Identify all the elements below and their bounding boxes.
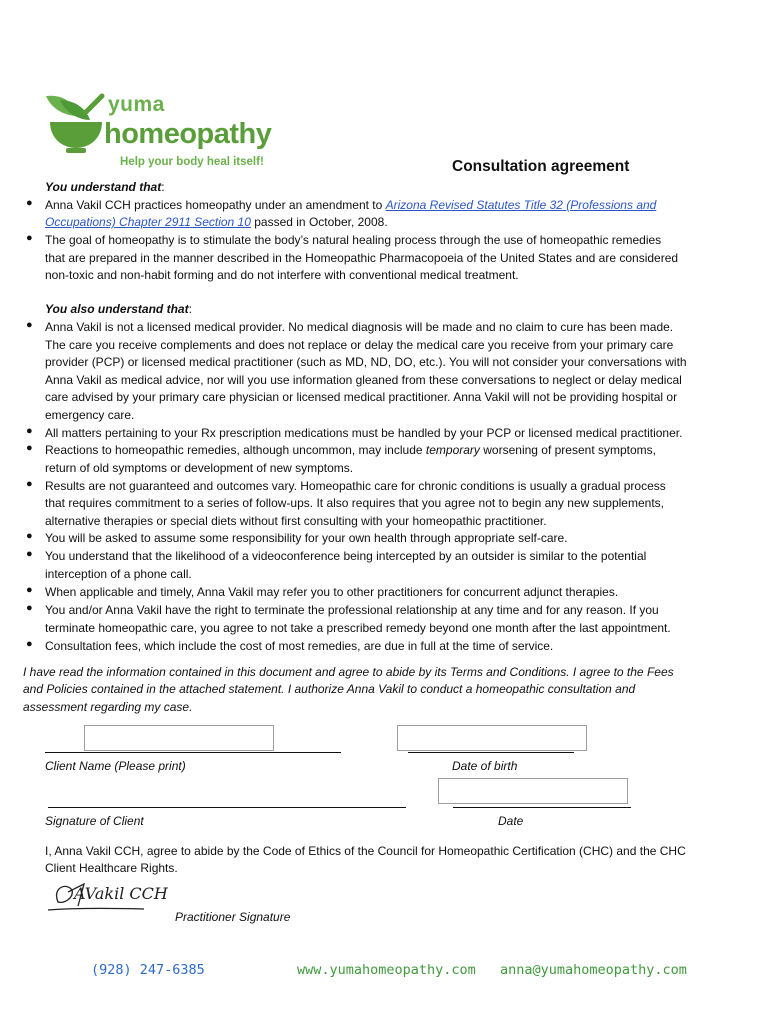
client-signature-label: Signature of Client	[45, 814, 144, 828]
logo-word-homeopathy: homeopathy	[104, 118, 272, 150]
logo-tagline: Help your body heal itself!	[120, 156, 264, 168]
list-item-line: All matters pertaining to your Rx prescription medications must be handled by your PCP or licensed medical practitioner.	[45, 426, 683, 440]
list-item-line: alternative therapies or special diets without first consulting with your homeopathic practitioner.	[45, 514, 547, 528]
ethics-line: I, Anna Vakil CCH, agree to abide by the Code of Ethics of the Council for Homeopathic Certification (CHC) and the CHC	[45, 844, 686, 858]
practitioner-signature-label: Practitioner Signature	[175, 910, 291, 924]
reactions-pre: Reactions to homeopathic remedies, although uncommon, may include	[45, 443, 426, 457]
practitioner-signature: AVakil CCH	[74, 884, 168, 903]
section1-lead-text: You understand that	[45, 180, 162, 194]
reactions-emphasis: temporary	[425, 443, 480, 457]
statute-suffix: passed in October, 2008.	[250, 215, 388, 229]
list-item-line: that requires commitment to a series of follow-ups. It also requires that you agree not to begin any new supplements,	[45, 496, 664, 510]
list-item-line: The care you receive complements and does not replace or delay the medical care you receive from your primary care	[45, 338, 674, 352]
date-of-birth-underline	[408, 752, 574, 753]
agreement-line: and Policies contained in the attached statement. I authorize Anna Vakil to conduct a homeopathic consultation and	[23, 682, 636, 696]
list-item-line: Consultation fees, which include the cost of most remedies, are due in full at the time of service.	[45, 639, 554, 653]
list-item-line: When applicable and timely, Anna Vakil may refer you to other practitioners for concurrent adjunct therapies.	[45, 585, 619, 599]
bullet-icon: ●	[26, 425, 33, 437]
agreement-line: assessment regarding my case.	[23, 700, 193, 714]
list-item-line: care advised by your primary care physician or licensed medical practitioner. Anna Vakil will not be providing hospital or	[45, 390, 678, 404]
list-item-line: Anna Vakil is not a licensed medical provider. No medical diagnosis will be made and no claim to cure has been made.	[45, 320, 674, 334]
bullet-icon: ●	[26, 602, 33, 614]
list-item-line: non-toxic and non-habit forming and do not interfere with conventional medical treatment.	[45, 268, 519, 282]
list-item-line: You will be asked to assume some responsibility for your own health through appropriate self-care.	[45, 531, 568, 545]
section1-lead: You understand that:	[45, 180, 165, 194]
document-title: Consultation agreement	[452, 158, 630, 175]
bullet-icon: ●	[26, 548, 33, 560]
list-item-line: terminate homeopathic care, you agree to not take a prescribed remedy beyond one month after the last appointment.	[45, 621, 671, 635]
list-item-line: Anna Vakil as medical advice, nor will you use information gleaned from these conversations to neglect or delay medical	[45, 373, 682, 387]
statute-link-part2[interactable]: Occupations) Chapter 2911 Section 10	[45, 215, 251, 229]
date-label: Date	[498, 814, 524, 828]
footer-phone[interactable]: (928) 247-6385	[91, 962, 205, 978]
reactions-post: worsening of present symptoms,	[479, 443, 656, 457]
client-name-input[interactable]	[84, 725, 274, 751]
list-item-line: interception of a phone call.	[45, 567, 192, 581]
date-of-birth-label: Date of birth	[452, 759, 518, 773]
bullet-icon: ●	[26, 197, 33, 209]
date-underline	[453, 807, 631, 808]
list-item-line: You and/or Anna Vakil have the right to terminate the professional relationship at any time and for any reason. If you	[45, 603, 659, 617]
client-signature-line[interactable]	[48, 807, 406, 808]
bullet-icon: ●	[26, 530, 33, 542]
client-name-label: Client Name (Please print)	[45, 759, 186, 773]
client-name-underline	[45, 752, 341, 753]
footer-email[interactable]: anna@yumahomeopathy.com	[500, 962, 687, 978]
bullet-icon: ●	[26, 478, 33, 490]
list-item-line: The goal of homeopathy is to stimulate the body’s natural healing process through the use of homeopathic remedies	[45, 233, 662, 247]
list-item-line: Results are not guaranteed and outcomes vary. Homeopathic care for chronic conditions is usually a gradual process	[45, 479, 666, 493]
list-item-line: You understand that the likelihood of a videoconference being intercepted by an outsider is similar to the potential	[45, 549, 647, 563]
list-item-line	[45, 442, 656, 460]
practitioner-signature-graphic	[44, 878, 174, 914]
statute-prefix: Anna Vakil CCH practices homeopathy under an amendment to	[45, 198, 386, 212]
ethics-line: Client Healthcare Rights.	[45, 861, 178, 875]
list-item-line: that are prepared in the manner described in the Homeopathic Pharmacopoeia of the United States and are considered	[45, 251, 679, 265]
list-item-line: return of old symptoms or development of new symptoms.	[45, 461, 354, 475]
bullet-icon: ●	[26, 232, 33, 244]
list-item	[45, 197, 656, 215]
list-item-line: provider (PCP) or licensed medical practitioner (such as MD, ND, DO, etc.). You will not consider your conversations with	[45, 355, 687, 369]
mortar-pestle-leaf-icon	[40, 92, 112, 158]
list-item-line: emergency care.	[45, 408, 135, 422]
list-item-cont	[45, 214, 388, 232]
section2-lead: You also understand that:	[45, 302, 192, 316]
agreement-line: I have read the information contained in this document and agree to abide by its Terms and Conditions. I agree to the Fees	[23, 665, 674, 679]
date-input[interactable]	[438, 778, 628, 804]
bullet-icon: ●	[26, 442, 33, 454]
section2-lead-text: You also understand that	[45, 302, 189, 316]
bullet-icon: ●	[26, 584, 33, 596]
yuma-homeopathy-logo	[40, 92, 290, 176]
date-of-birth-input[interactable]	[397, 725, 587, 751]
logo-word-yuma: yuma	[108, 93, 165, 116]
footer-website[interactable]: www.yumahomeopathy.com	[297, 962, 476, 978]
bullet-icon: ●	[26, 638, 33, 650]
bullet-icon: ●	[26, 319, 33, 331]
statute-link-part1[interactable]: Arizona Revised Statutes Title 32 (Professions and	[385, 198, 657, 212]
